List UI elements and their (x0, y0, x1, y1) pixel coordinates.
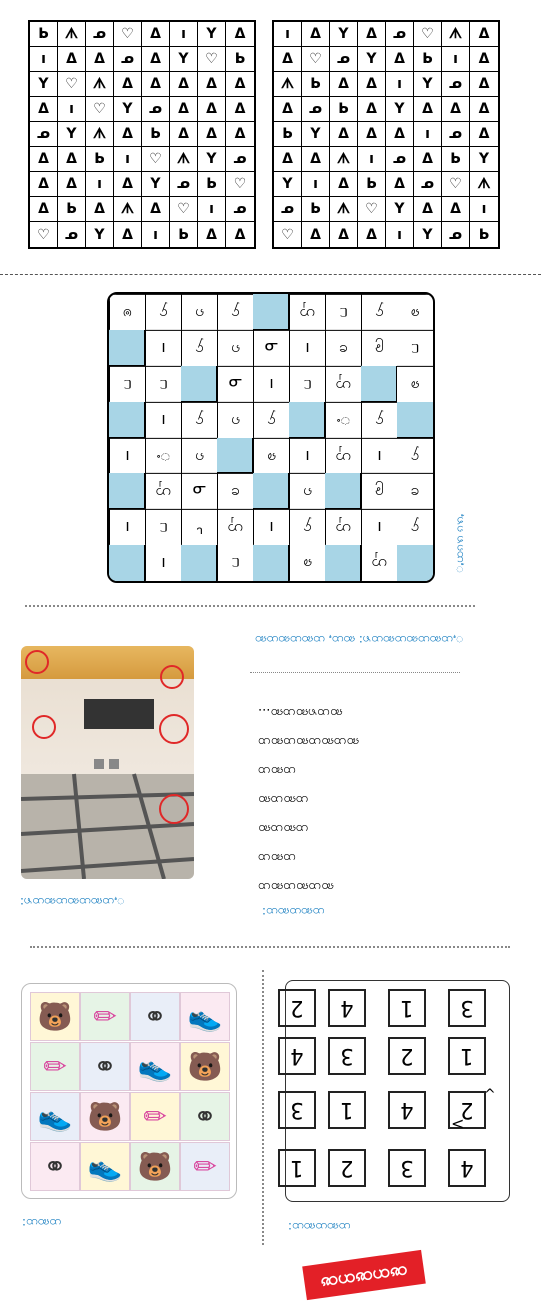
glyph-cell: Y (114, 97, 142, 122)
glyph-cell: ᗑ (442, 22, 470, 47)
glyph-cell: Y (30, 72, 58, 97)
number-cell[interactable]: 1 (328, 1091, 366, 1129)
crossword-filled-cell[interactable] (217, 438, 253, 474)
glyph-cell: ᐃ (198, 122, 226, 147)
glyph-cell: Y (386, 97, 414, 122)
glyph-cell: ᐃ (442, 197, 470, 222)
crossword-cell[interactable]: ၷ (289, 545, 325, 581)
crossword-filled-cell[interactable] (109, 402, 145, 438)
glyph-cell: ᗑ (330, 147, 358, 172)
glyph-cell: ᗑ (58, 22, 86, 47)
crossword-cell[interactable]: ᓄ (253, 330, 289, 366)
glyph-cell: ♡ (274, 222, 302, 247)
difference-marker[interactable] (25, 650, 49, 674)
glyph-cell: ᐃ (358, 72, 386, 97)
glyph-cell: ᐃ (386, 122, 414, 147)
glyph-cell: ᓄ (170, 172, 198, 197)
glyph-cell: ᐃ (330, 222, 358, 247)
crossword-cell[interactable]: ᓄ (181, 473, 217, 509)
glyph-cell: ı (58, 97, 86, 122)
word-list-item: ꩣꩤꩣꩤꩣꩤꩣꩤ (258, 734, 360, 749)
glyph-cell: ı (414, 122, 442, 147)
glyph-cell: ᐃ (358, 122, 386, 147)
glyph-cell: ᐃ (198, 72, 226, 97)
glyph-cell: ᐃ (30, 97, 58, 122)
glyph-cell: ᓄ (442, 222, 470, 247)
glyph-cell: ı (302, 172, 330, 197)
glyph-cell: ᖯ (58, 197, 86, 222)
crossword-filled-cell[interactable] (253, 545, 289, 581)
word-list-item: ꩤꩣꩤꩣ (258, 792, 309, 807)
number-cell[interactable]: 1 (448, 1037, 486, 1075)
crossword-cell[interactable]: ႁ (217, 294, 253, 330)
glyph-cell: ᐃ (226, 122, 254, 147)
glyph-cell: ᐃ (58, 172, 86, 197)
glyph-cell: ᗑ (470, 172, 498, 197)
shoes-icon[interactable]: 👟 (130, 1042, 180, 1091)
glyph-cell: ᓄ (414, 172, 442, 197)
glyph-cell: ᓄ (442, 72, 470, 97)
glyph-cell: ᐃ (170, 72, 198, 97)
crossword-cell[interactable]: ı (145, 330, 181, 366)
difference-marker[interactable] (32, 715, 56, 739)
glyph-cell: ♡ (58, 72, 86, 97)
number-puzzle-label: ꩤꩣꩤꩣꩤ: (288, 1220, 351, 1234)
glyph-cell: ᐃ (142, 22, 170, 47)
crossword-cell[interactable]: ᓄ (217, 366, 253, 402)
glyph-cell: ı (442, 47, 470, 72)
word-list (258, 692, 398, 895)
crossword-cell[interactable]: ı (253, 509, 289, 545)
glyph-cell: ᐃ (358, 222, 386, 247)
number-puzzle (285, 980, 510, 1202)
glyph-cell: ᐃ (274, 47, 302, 72)
crossword-cell[interactable]: ႁ (397, 438, 433, 474)
glyph-cell: ♡ (414, 22, 442, 47)
glyph-cell: ♡ (198, 47, 226, 72)
crossword-cell[interactable]: ၔ (325, 330, 361, 366)
picture-sudoku-label: ꩤꩣꩤ: (22, 1216, 62, 1230)
glyph-cell: ᐃ (114, 72, 142, 97)
shoes-icon[interactable]: 👟 (80, 1142, 130, 1191)
crossword-grid (107, 292, 435, 583)
crossword-cell[interactable]: ᥴ (325, 294, 361, 330)
crossword-cell[interactable]: ၯ (145, 473, 181, 509)
difference-marker[interactable] (159, 794, 189, 824)
pencil-icon[interactable]: ✏ (80, 992, 130, 1041)
glyph-cell: ᐃ (114, 172, 142, 197)
crossword-cell[interactable]: ၵ (289, 473, 325, 509)
difference-marker[interactable] (159, 714, 189, 744)
bear-icon[interactable]: 🐻 (30, 992, 80, 1041)
glyph-cell: ᐃ (226, 22, 254, 47)
glyph-cell: ᐃ (470, 22, 498, 47)
crossword-cell[interactable]: ႁ (145, 294, 181, 330)
crossword-cell[interactable]: ၯ (325, 438, 361, 474)
glyph-cell: ı (386, 222, 414, 247)
glyph-cell: ᖯ (442, 147, 470, 172)
rings-icon[interactable]: ⚭ (130, 992, 180, 1041)
crossword-cell[interactable]: ၷ (397, 366, 433, 402)
number-cell[interactable]: 4 (448, 1149, 486, 1187)
glyph-cell: ᖯ (330, 97, 358, 122)
crossword-cell[interactable]: ႁ (361, 402, 397, 438)
glyph-cell: Y (274, 172, 302, 197)
crossword-cell[interactable]: ၯ (325, 366, 361, 402)
glyph-cell: ᐃ (86, 47, 114, 72)
glyph-cell: ᐃ (470, 72, 498, 97)
number-cell[interactable]: 1 (278, 1149, 316, 1187)
crossword-filled-cell[interactable] (325, 545, 361, 581)
glyph-cell: ᐃ (414, 197, 442, 222)
difference-marker[interactable] (160, 665, 184, 689)
crossword-cell[interactable]: ႁ (397, 509, 433, 545)
glyph-cell: ᐃ (142, 72, 170, 97)
glyph-cell: ᐃ (470, 47, 498, 72)
crossword-cell[interactable]: ႋ (325, 402, 361, 438)
glyph-cell: ᐃ (226, 97, 254, 122)
crossword-cell[interactable]: ᥴ (397, 330, 433, 366)
glyph-cell: ᐃ (58, 47, 86, 72)
glyph-cell: ᐃ (330, 122, 358, 147)
crossword-cell[interactable]: ᥴ (145, 366, 181, 402)
glyph-cell: ♡ (114, 22, 142, 47)
glyph-cell: ᐃ (302, 147, 330, 172)
glyph-cell: ᐃ (30, 172, 58, 197)
number-cell[interactable]: 3 (328, 1037, 366, 1075)
glyph-cell: Y (198, 147, 226, 172)
word-list-item: ꩤꩣꩤꩣ (258, 821, 309, 836)
crossword-cell[interactable]: ı (289, 438, 325, 474)
inequality-sign: < (451, 1114, 465, 1133)
glyph-cell: ᐃ (414, 97, 442, 122)
crossword-cell[interactable]: ı (145, 402, 181, 438)
glyph-cell: ı (198, 197, 226, 222)
glyph-cell: ᓄ (58, 222, 86, 247)
glyph-cell: ı (114, 147, 142, 172)
glyph-cell: ı (30, 47, 58, 72)
glyph-cell: ᐃ (274, 97, 302, 122)
glyph-cell: ᐃ (114, 222, 142, 247)
crossword-cell[interactable]: ၉ (361, 473, 397, 509)
glyph-cell: ᗑ (114, 197, 142, 222)
glyph-cell: ᓄ (114, 47, 142, 72)
glyph-cell: ᖯ (198, 172, 226, 197)
glyph-cell: ᓄ (330, 47, 358, 72)
glyph-cell: ᐃ (170, 97, 198, 122)
crossword-cell[interactable]: ı (145, 545, 181, 581)
crossword-cell[interactable]: ႁ (253, 402, 289, 438)
glyph-cell: ᐃ (330, 172, 358, 197)
glyph-cell: ı (358, 147, 386, 172)
inequality-sign: ^ (484, 1087, 496, 1103)
glyph-cell: ı (470, 197, 498, 222)
glyph-cell: ᐃ (358, 22, 386, 47)
crossword-filled-cell[interactable] (289, 402, 325, 438)
section-divider (30, 946, 510, 948)
crossword-filled-cell[interactable] (181, 366, 217, 402)
glyph-cell: Y (414, 222, 442, 247)
crossword-filled-cell[interactable] (397, 545, 433, 581)
pencil-icon[interactable]: ✏ (30, 1042, 80, 1091)
glyph-cell: ᓄ (442, 122, 470, 147)
glyph-cell: ı (86, 172, 114, 197)
section-divider (0, 274, 541, 275)
glyph-cell: ᓄ (386, 147, 414, 172)
glyph-cell: ᓄ (302, 97, 330, 122)
glyph-cell: ᓄ (226, 147, 254, 172)
glyph-cell: Y (470, 147, 498, 172)
glyph-cell: ᖯ (302, 72, 330, 97)
glyph-cell: ᐃ (386, 47, 414, 72)
crossword-cell[interactable]: ၯ (325, 509, 361, 545)
rings-icon[interactable]: ⚭ (180, 1092, 230, 1141)
crossword-cell[interactable]: ı (361, 509, 397, 545)
glyph-cell: ᐃ (274, 147, 302, 172)
crossword-cell[interactable]: ၔ (397, 473, 433, 509)
crossword-filled-cell[interactable] (325, 473, 361, 509)
glyph-cell: ı (386, 72, 414, 97)
glyph-cell: ♡ (358, 197, 386, 222)
crossword-cell[interactable]: ၯ (217, 509, 253, 545)
glyph-cell: Y (170, 47, 198, 72)
shoes-icon[interactable]: 👟 (30, 1092, 80, 1141)
crossword-filled-cell[interactable] (253, 473, 289, 509)
crossword-cell[interactable]: ႁ (181, 402, 217, 438)
bear-icon[interactable]: 🐻 (130, 1142, 180, 1191)
glyph-cell: Y (198, 22, 226, 47)
crossword-cell[interactable]: ၷ (253, 438, 289, 474)
glyph-grid-left (28, 20, 256, 249)
glyph-cell: ♡ (226, 172, 254, 197)
number-cell[interactable]: 2 (388, 1037, 426, 1075)
glyph-cell: ᓄ (226, 197, 254, 222)
number-cell[interactable]: 2 (448, 1091, 486, 1129)
glyph-cell: ᐃ (226, 72, 254, 97)
word-list-label: ꩤꩣꩤꩣꩤ: (262, 905, 325, 919)
glyph-cell: ᗑ (274, 72, 302, 97)
glyph-cell: ᓄ (30, 122, 58, 147)
glyph-cell: ᐃ (30, 147, 58, 172)
glyph-cell: ᐃ (142, 47, 170, 72)
glyph-cell: ı (170, 22, 198, 47)
glyph-cell: ᗑ (330, 197, 358, 222)
glyph-grid-right (272, 20, 500, 249)
glyph-cell: ᓄ (142, 97, 170, 122)
crossword-cell[interactable]: ၷ (397, 294, 433, 330)
crossword-cell[interactable]: ၵ (181, 294, 217, 330)
spot-difference-photo (21, 646, 194, 879)
spot-difference-label: ꩻꩤꩣꩤꩣꩤꩣꩤꩫ: (20, 895, 125, 909)
crossword-filled-cell[interactable] (361, 366, 397, 402)
glyph-cell: ᐃ (358, 97, 386, 122)
number-cell[interactable]: 3 (448, 989, 486, 1027)
rings-icon[interactable]: ⚭ (80, 1042, 130, 1091)
crossword-filled-cell[interactable] (253, 294, 289, 330)
bear-icon[interactable]: 🐻 (80, 1092, 130, 1141)
crossword-cell[interactable]: ႁ (361, 294, 397, 330)
crossword-cell[interactable]: ၵ (217, 330, 253, 366)
glyph-cell: Y (302, 122, 330, 147)
number-cell[interactable]: 1 (388, 989, 426, 1027)
section-divider (25, 605, 475, 607)
glyph-cell: Y (414, 72, 442, 97)
glyph-cell: Y (86, 222, 114, 247)
glyph-cell: ᗑ (170, 147, 198, 172)
glyph-cell: ᐃ (302, 222, 330, 247)
word-list-item: ꩤꩣꩤ (258, 850, 296, 865)
number-cell[interactable]: 3 (388, 1149, 426, 1187)
glyph-cell: ᐃ (30, 197, 58, 222)
glyph-cell: Y (142, 172, 170, 197)
crossword-cell[interactable]: ᥴ (109, 366, 145, 402)
glyph-cell: ᗑ (86, 122, 114, 147)
glyph-cell: ᖯ (86, 147, 114, 172)
title-underline (250, 672, 460, 673)
glyph-cell: ᐃ (442, 97, 470, 122)
glyph-cell: ᐃ (414, 147, 442, 172)
glyph-cell: ᖯ (414, 47, 442, 72)
crossword-cell[interactable]: ႋ (145, 438, 181, 474)
crossword-cell[interactable]: ı (361, 438, 397, 474)
glyph-cell: ᖯ (302, 197, 330, 222)
glyph-cell: ᗑ (86, 72, 114, 97)
glyph-cell: ᐃ (142, 197, 170, 222)
crossword-cell[interactable]: ႁ (181, 330, 217, 366)
glyph-cell: ᖯ (30, 22, 58, 47)
number-cell[interactable]: 2 (278, 989, 316, 1027)
glyph-cell: ♡ (442, 172, 470, 197)
number-cell[interactable]: 2 (328, 1149, 366, 1187)
glyph-cell: ᓄ (386, 22, 414, 47)
glyph-cell: Y (330, 22, 358, 47)
crossword-cell[interactable]: ၉ (361, 330, 397, 366)
glyph-cell: ᐃ (330, 72, 358, 97)
word-list-item: ꩤꩣꩤ (258, 763, 296, 778)
number-cell[interactable]: 4 (328, 989, 366, 1027)
number-cell[interactable]: 4 (388, 1091, 426, 1129)
crossword-cell[interactable]: ၑ (109, 294, 145, 330)
picture-sudoku (21, 983, 237, 1199)
column-divider (262, 970, 264, 1245)
glyph-cell: ᖯ (358, 172, 386, 197)
glyph-cell: ᐃ (198, 97, 226, 122)
crossword-cell[interactable]: ı (253, 366, 289, 402)
glyph-cell: ᐃ (470, 122, 498, 147)
crossword-label: ꩻꩤၵꩫ ၵꩫꩻ (452, 513, 466, 573)
glyph-cell: ı (142, 222, 170, 247)
crossword-filled-cell[interactable] (397, 402, 433, 438)
crossword-filled-cell[interactable] (109, 330, 145, 366)
pencil-icon[interactable]: ✏ (130, 1092, 180, 1141)
crossword-cell[interactable]: ı (289, 330, 325, 366)
glyph-cell: ı (274, 22, 302, 47)
glyph-cell: ♡ (170, 197, 198, 222)
glyph-cell: Y (58, 122, 86, 147)
number-cell[interactable]: 4 (278, 1037, 316, 1075)
glyph-cell: Y (386, 197, 414, 222)
glyph-cell: ᐃ (170, 122, 198, 147)
crossword-cell[interactable]: ᥴ (145, 509, 181, 545)
pencil-icon[interactable]: ✏ (180, 1142, 230, 1191)
rings-icon[interactable]: ⚭ (30, 1142, 80, 1191)
glyph-cell: ᐃ (114, 122, 142, 147)
crossword-cell[interactable]: ᒡ (181, 509, 217, 545)
glyph-cell: ᖯ (142, 122, 170, 147)
number-cell[interactable]: 3 (278, 1091, 316, 1129)
crossword-filled-cell[interactable] (181, 545, 217, 581)
glyph-cell: ᖯ (226, 47, 254, 72)
glyph-cell: ᐃ (58, 147, 86, 172)
glyph-cell: ♡ (142, 147, 170, 172)
glyph-cell: ♡ (302, 47, 330, 72)
crossword-filled-cell[interactable] (109, 545, 145, 581)
glyph-cell: ᐃ (198, 222, 226, 247)
crossword-cell[interactable]: ၯ (361, 545, 397, 581)
crossword-cell[interactable]: ၔ (217, 473, 253, 509)
word-list-item: ꩣꩤꩣꩤꩣꩤ (258, 879, 334, 894)
glyph-cell: ᖯ (274, 122, 302, 147)
glyph-cell: Y (358, 47, 386, 72)
bear-icon[interactable]: 🐻 (180, 1042, 230, 1091)
glyph-cell: ᐃ (234, 226, 246, 243)
glyph-cell: ᓄ (86, 22, 114, 47)
glyph-cell: ♡ (86, 97, 114, 122)
glyph-cell: ᖯ (478, 226, 490, 243)
glyph-cell: ᐃ (86, 197, 114, 222)
shoes-icon[interactable]: 👟 (180, 992, 230, 1041)
glyph-cell: ♡ (30, 222, 58, 247)
glyph-cell: ᓄ (274, 197, 302, 222)
crossword-cell[interactable]: ı (109, 438, 145, 474)
crossword-cell[interactable]: ı (109, 509, 145, 545)
glyph-cell: ᐃ (470, 97, 498, 122)
crossword-filled-cell[interactable] (109, 473, 145, 509)
crossword-cell[interactable]: ᥴ (217, 545, 253, 581)
page-stamp: ꩣꩤꩣꩤꩣ (302, 1250, 426, 1300)
crossword-cell[interactable]: ᥴ (289, 366, 325, 402)
glyph-cell: ᐃ (386, 172, 414, 197)
word-list-item: ꩣꩤꩫꩣꩤꩣ... (258, 705, 343, 720)
crossword-cell[interactable]: ၵ (217, 402, 253, 438)
spot-difference-title: ꩻꩤꩣꩤꩣꩤꩣꩤꩫ: ꩣꩤꩻ ꩤꩣꩤꩣꩤꩣ (255, 633, 464, 647)
glyph-cell: ᖯ (170, 222, 198, 247)
crossword-cell[interactable]: ႁ (289, 509, 325, 545)
crossword-cell[interactable]: ၵ (181, 438, 217, 474)
glyph-cell: ᐃ (302, 22, 330, 47)
crossword-cell[interactable]: ၯ (289, 294, 325, 330)
